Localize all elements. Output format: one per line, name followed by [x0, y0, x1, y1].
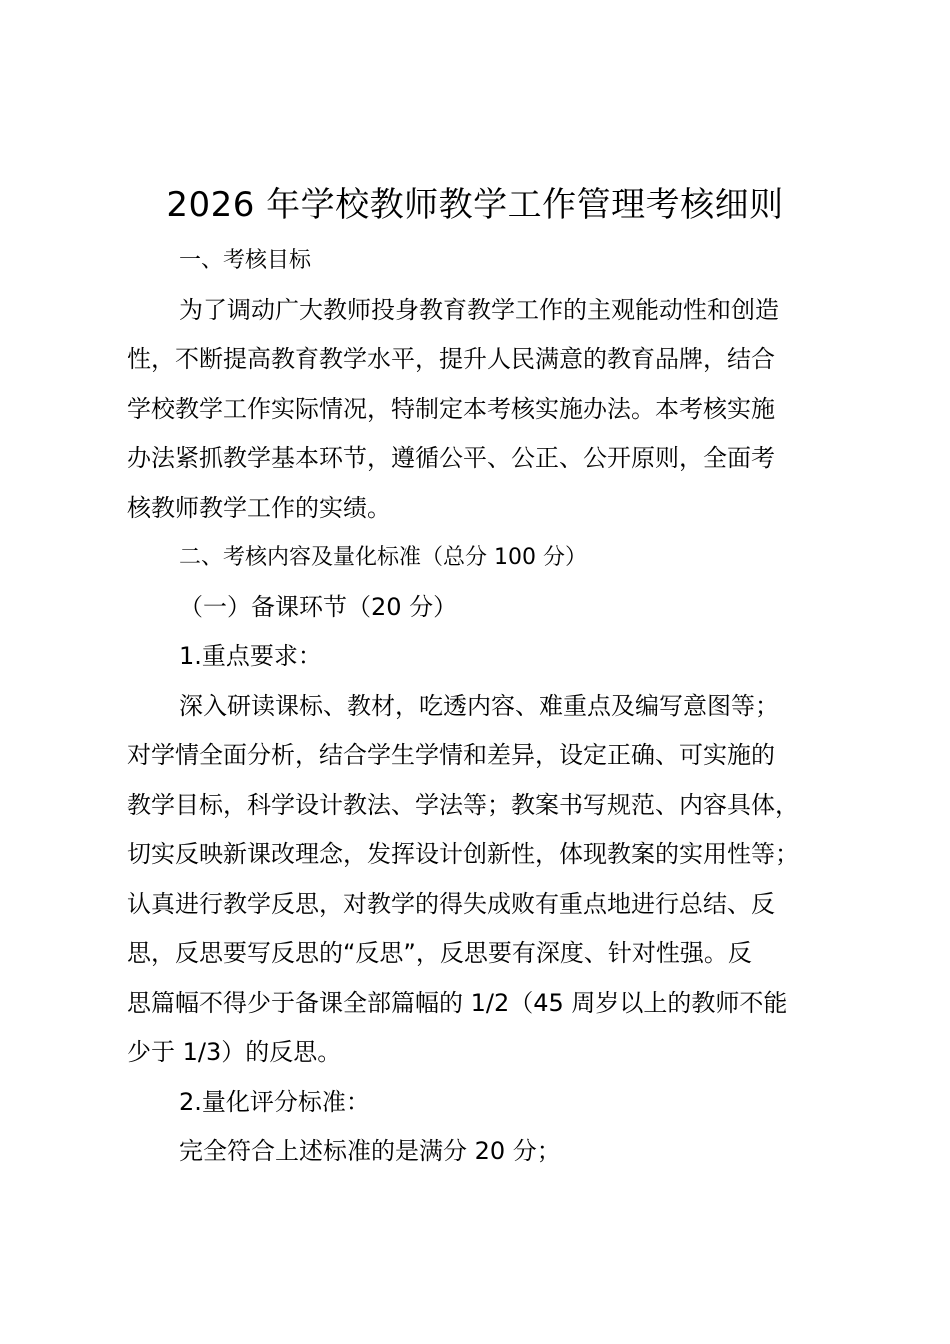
- paragraph-line: 性，不断提高教育教学水平，提升人民满意的教育品牌，结合: [127, 345, 775, 373]
- item-heading-key-requirements: 1.重点要求：: [179, 642, 322, 670]
- item-heading-scoring-standard: 2.量化评分标准：: [179, 1087, 370, 1116]
- document-title: 2026 年学校教师教学工作管理考核细则: [166, 185, 784, 225]
- paragraph-line: 认真进行教学反思，对教学的得失成败有重点地进行总结、反: [127, 889, 775, 918]
- document-body: [127, 236, 837, 1177]
- paragraph-line: 教学目标，科学设计教法、学法等；教案书写规范、内容具体，: [127, 790, 799, 819]
- paragraph-line: 思，反思要写反思的“反思”，反思要有深度、针对性强。反: [127, 939, 752, 967]
- section-heading-content: 二、考核内容及量化标准（总分 100 分）: [179, 545, 587, 570]
- paragraph-key-requirements: [127, 682, 837, 1078]
- paragraph-line: 学校教学工作实际情况，特制定本考核实施办法。本考核实施: [127, 394, 775, 423]
- paragraph-scoring-standard: 完全符合上述标准的是满分 20 分；: [179, 1137, 561, 1165]
- subsection-heading-lesson-prep: （一）备课环节（20 分）: [179, 592, 458, 621]
- paragraph-line: 办法紧抓教学基本环节，遵循公平、公正、公开原则，全面考: [127, 444, 775, 472]
- paragraph-objective: [127, 286, 837, 534]
- section-heading-objective: 一、考核目标: [179, 248, 312, 273]
- paragraph-line: 少于 1/3）的反思。: [127, 1038, 342, 1066]
- paragraph-line: 对学情全面分析，结合学生学情和差异，设定正确、可实施的: [127, 741, 775, 769]
- paragraph-line: 为了调动广大教师投身教育教学工作的主观能动性和创造: [179, 295, 779, 324]
- paragraph-line: 核教师教学工作的实绩。: [127, 493, 391, 522]
- paragraph-line: 深入研读课标、教材，吃透内容、难重点及编写意图等；: [179, 691, 779, 720]
- paragraph-line: 思篇幅不得少于备课全部篇幅的 1/2（45 周岁以上的教师不能: [127, 988, 788, 1017]
- paragraph-line: 切实反映新课改理念，发挥设计创新性，体现教案的实用性等；: [127, 840, 799, 868]
